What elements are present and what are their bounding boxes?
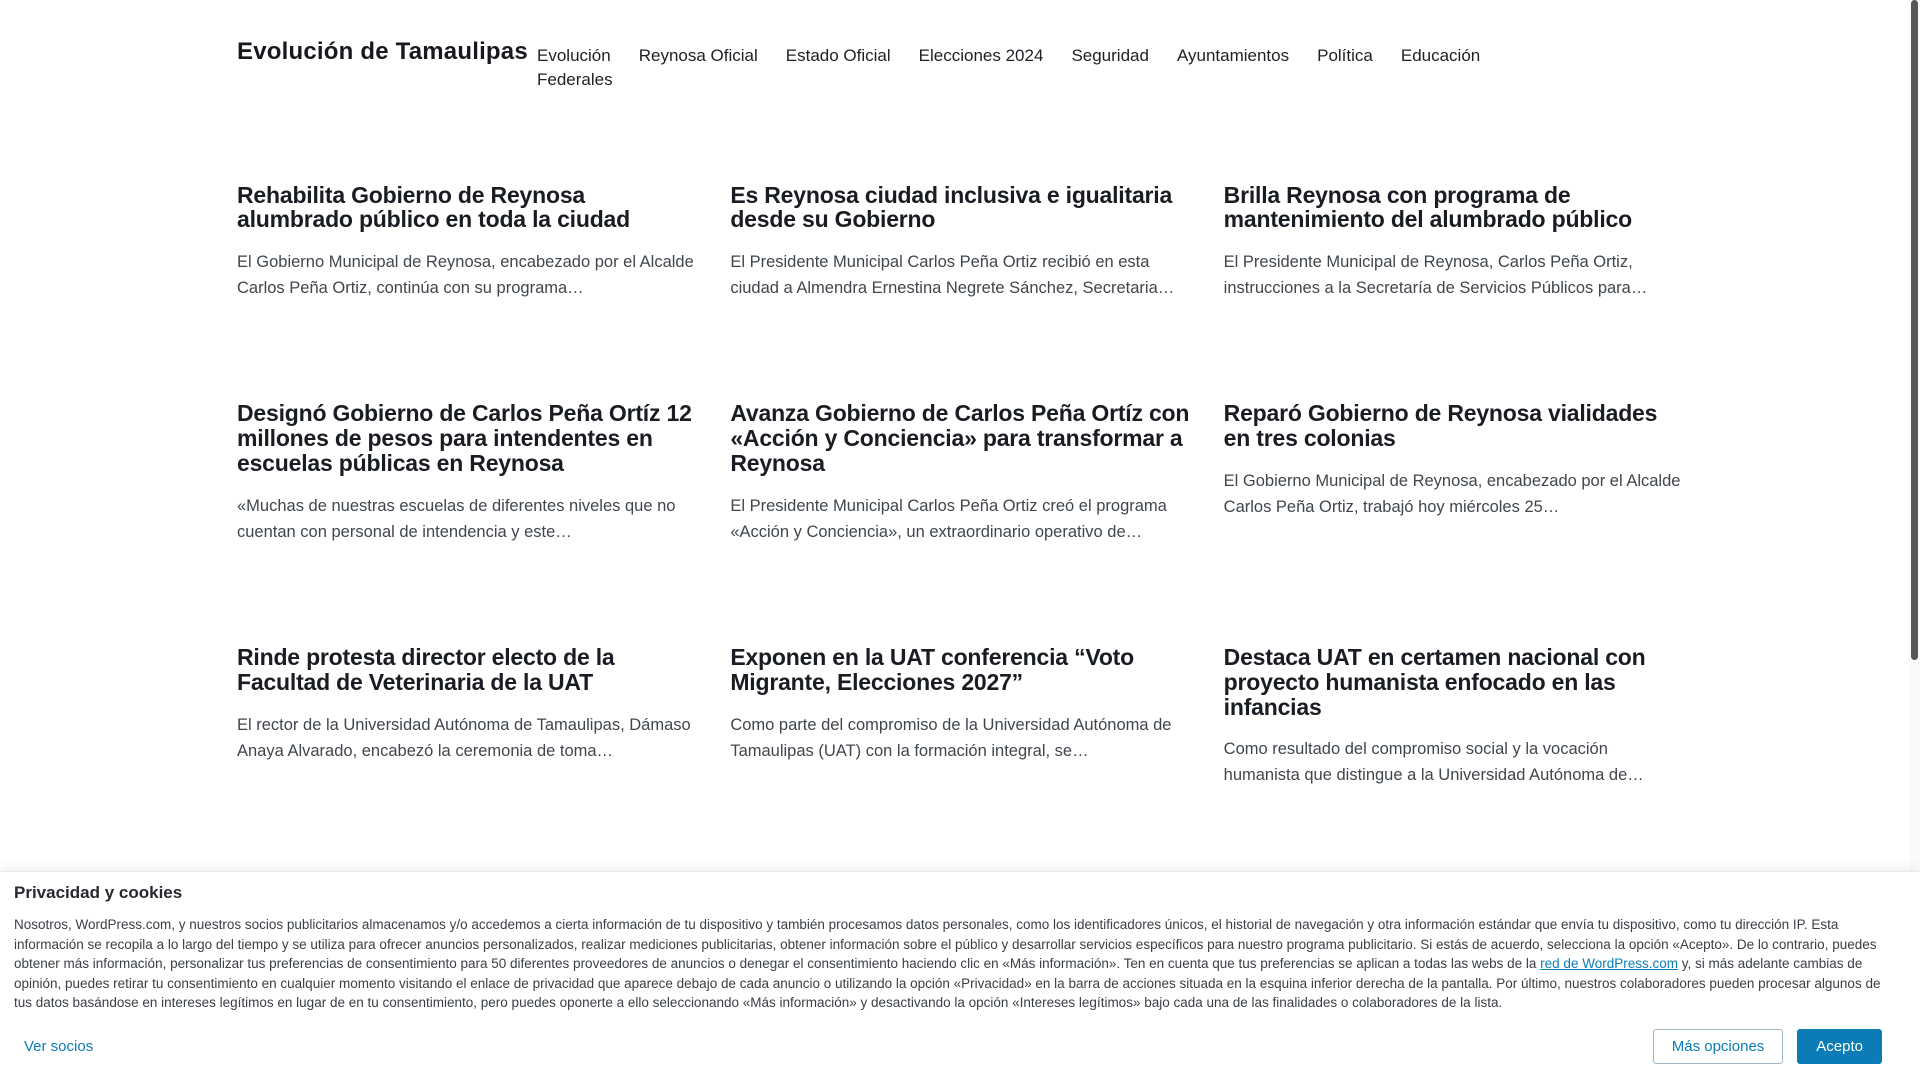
cookie-banner-actions: [14, 1029, 1904, 1064]
article-title: [1224, 401, 1683, 451]
article-title-link[interactable]: Es Reynosa ciudad inclusiva e igualitaria desde su Gobierno: [730, 181, 1173, 233]
article-card: [730, 401, 1189, 545]
scrollbar-thumb[interactable]: [1911, 0, 1918, 660]
article-excerpt: El Gobierno Municipal de Reynosa, encabezado por el Alcalde Carlos Peña Ortiz, trabajó hoy miércoles 25…: [1223, 471, 1681, 516]
article-card: [730, 183, 1189, 302]
wordpress-network-link[interactable]: red de WordPress.com: [1540, 956, 1678, 972]
article-card: [730, 645, 1189, 789]
nav-item-reynosa-oficial[interactable]: Reynosa Oficial: [638, 46, 758, 65]
article-title-link[interactable]: Exponen en la UAT conferencia “Voto Migrante, Elecciones 2027”: [730, 643, 1134, 695]
article-title: [730, 401, 1189, 475]
cookie-banner-heading: Privacidad y cookies: [14, 883, 183, 903]
ver-socios-link[interactable]: Ver socios: [24, 1038, 94, 1055]
article-title-link[interactable]: Brilla Reynosa con programa de mantenimiento del alumbrado público: [1223, 181, 1632, 233]
nav-item-politica[interactable]: Política: [1317, 46, 1373, 65]
cookie-banner-buttons: [1653, 1029, 1882, 1064]
article-excerpt: El Presidente Municipal Carlos Peña Ortiz creó el programa «Acción y Conciencia», un extraordinario operativo de…: [730, 496, 1167, 541]
nav-item-seguridad[interactable]: Seguridad: [1071, 46, 1149, 65]
main-nav: [537, 36, 1487, 91]
article-title: [237, 183, 696, 233]
article-title: [1224, 645, 1683, 719]
article-excerpt: Como resultado del compromiso social y la vocación humanista que distingue a la Universidad Autónoma de…: [1223, 740, 1644, 785]
article-excerpt: El Presidente Municipal de Reynosa, Carlos Peña Ortiz, instrucciones a la Secretaría de Servicios Públicos para…: [1223, 253, 1648, 298]
cookie-consent-banner: [0, 871, 1920, 1080]
article-title-link[interactable]: Destaca UAT en certamen nacional con proyecto humanista enfocado en las infancias: [1223, 643, 1646, 720]
cookie-banner-body: [14, 915, 1898, 1013]
article-grid: [237, 183, 1683, 789]
article-title: [730, 183, 1189, 233]
nav-item-educacion[interactable]: Educación: [1400, 46, 1481, 65]
article-title-link[interactable]: Designó Gobierno de Carlos Peña Ortíz 12 millones de pesos para intendentes en escuelas públicas en Reynosa: [237, 400, 692, 476]
article-title-link[interactable]: Reparó Gobierno de Reynosa vialidades en tres colonias: [1223, 400, 1658, 452]
cookie-banner-text-before: Nosotros, WordPress.com, y nuestros socios publicitarios almacenamos y/o accedemos a cierta información de tu dispositivo y también procesamos datos personales, como los identificadores únicos, el historial de navegación y otra información estándar que envía tu dispositivo, como tu dirección IP. Esta información se recopila a lo largo del tiempo y se utiliza para ofrecer anuncios personalizados, realizar mediciones publicitarias, obtener información sobre el público y desarrollar servicios específicos para nuestro programa publicitario. Si estás de acuerdo, selecciona la opción «Acepto». De lo contrario, puedes obtener más información, personalizar tus preferencias de consentimiento para 50 diferentes proveedores de anuncios o denegar el consentimiento haciendo clic en «Más información». Ten en cuenta que tus preferencias se aplican a todas las webs de la: [14, 917, 1877, 972]
cookie-banner-text-after: y, si más adelante cambias de opinión, puedes retirar tu consentimiento en cualquier momento visitando el enlace de privacidad que aparece debajo de cada anuncio o utilizando la opción «Privacidad» en la barra de acciones situada en la esquina inferior derecha de la pantalla. Por último, nuestros colaboradores pueden procesar algunos de tus datos basándose en intereses legítimos en lugar de en tu consentimiento, pero puedes oponerte a ello seleccionando «Más información» y desactivando la opción «Intereses legítimos» bajo cada una de las finalidades o colaboradores de la lista.: [14, 956, 1881, 1011]
article-card: [1224, 183, 1683, 302]
article-excerpt: El rector de la Universidad Autónoma de Tamaulipas, Dámaso Anaya Alvarado, encabezó la ceremonia de toma…: [237, 715, 691, 760]
article-card: [237, 183, 696, 302]
article-excerpt: Como parte del compromiso de la Universidad Autónoma de Tamaulipas (UAT) con la formación integral, se…: [730, 715, 1172, 760]
accept-button[interactable]: Acepto: [1797, 1029, 1882, 1064]
article-card: [1224, 645, 1683, 789]
more-options-button[interactable]: Más opciones: [1653, 1029, 1784, 1064]
article-title: [730, 645, 1189, 695]
article-title: [1224, 183, 1683, 233]
article-excerpt: El Presidente Municipal Carlos Peña Ortiz recibió en esta ciudad a Almendra Ernestina Negrete Sánchez, Secretaria…: [730, 253, 1175, 298]
article-title-link[interactable]: Rehabilita Gobierno de Reynosa alumbrado público en toda la ciudad: [237, 181, 630, 233]
article-excerpt: El Gobierno Municipal de Reynosa, encabezado por el Alcalde Carlos Peña Ortiz, continúa con su programa…: [237, 253, 694, 298]
article-title-link[interactable]: Avanza Gobierno de Carlos Peña Ortíz con «Acción y Conciencia» para transformar a Reynosa: [730, 400, 1190, 476]
article-excerpt: «Muchas de nuestras escuelas de diferentes niveles que no cuentan con personal de intendencia y este…: [237, 496, 676, 541]
article-card: [1224, 401, 1683, 545]
nav-item-federales[interactable]: Federales: [537, 70, 613, 90]
article-card: [237, 401, 696, 545]
article-title-link[interactable]: Rinde protesta director electo de la Facultad de Veterinaria de la UAT: [237, 643, 615, 695]
article-title: [237, 401, 696, 475]
site-header: [0, 0, 1920, 91]
nav-item-estado-oficial[interactable]: Estado Oficial: [785, 46, 891, 65]
nav-item-ayuntamientos[interactable]: Ayuntamientos: [1176, 46, 1290, 65]
article-card: [237, 645, 696, 789]
nav-item-elecciones-2024[interactable]: Elecciones 2024: [918, 46, 1044, 65]
article-title: [237, 645, 696, 695]
site-title[interactable]: Evolución de Tamaulipas: [237, 38, 528, 65]
nav-item-evolucion[interactable]: Evolución: [537, 46, 611, 65]
